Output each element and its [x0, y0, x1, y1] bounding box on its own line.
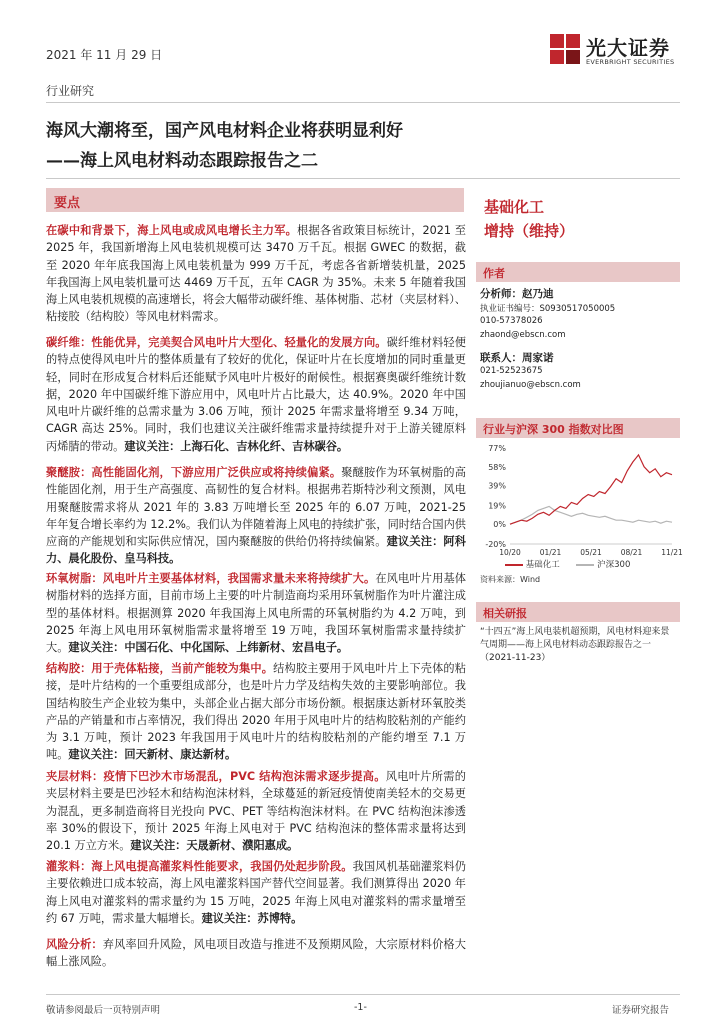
contact-name: 联系人：周家诺: [480, 352, 554, 364]
report-title: 海风大潮将至，国产风电材料企业将获明显利好: [46, 121, 403, 141]
author-header: [476, 262, 680, 282]
paragraph-structural-adhesive: [46, 660, 466, 764]
logo-text-en: EVERBRIGHT SECURITIES: [586, 58, 675, 66]
legend-swatch-index: [576, 564, 594, 566]
contact-email[interactable]: zhoujianuo@ebscn.com: [480, 380, 581, 390]
x-tick-label: 08/21: [620, 548, 643, 557]
paragraph-recommendation: 建议关注：阿科力、晨化股份、皇马科技。: [46, 535, 466, 566]
paragraph-risk: [46, 936, 466, 971]
footer-divider: [46, 994, 680, 995]
analyst-name: 分析师：赵乃迪: [480, 288, 554, 300]
legend-swatch-industry: [505, 564, 523, 566]
related-report-link[interactable]: “十四五”海上风电装机超预期，风电材料迎来景气周期——海上风电材料动态跟踪报告之一（2021-11-23）: [480, 627, 670, 663]
x-tick-label: 01/21: [539, 548, 562, 557]
paragraph-body: 弃风率回升风险，风电项目改造与推进不及预期风险，大宗原材料价格大幅上涨风险。: [46, 938, 466, 969]
footer-report-type: 证券研究报告: [612, 1005, 670, 1016]
report-category: 行业研究: [46, 84, 95, 98]
series-line-index: [510, 506, 672, 524]
legend-label-index: 沪深300: [597, 560, 631, 570]
paragraph-body: 结构胶主要用于风电叶片上下壳体的粘接，是叶片结构的一个重要组成部分，也是叶片力学及结构失效的主要影响部位。我国结构胶生产企业较为集中，头部企业占据大部分市场份额。根据康达新材环氧胶类产品的产销量和市占率情况，我们得出 2020 年用于风电叶片的结构胶粘剂的产能约为 3.1 万吨，预计 2023 年我国用于风电叶片的结构胶粘剂的产能约增至 7.1 万吨。: [46, 662, 466, 762]
y-tick-label: 19%: [488, 501, 506, 511]
rating: 增持（维持）: [484, 222, 575, 240]
related-header-label: 相关研报: [483, 607, 527, 620]
paragraph-recommendation: 建议关注：天晟新材、濮阳惠成。: [130, 839, 299, 853]
y-tick-label: 77%: [488, 444, 506, 453]
author-header-label: 作者: [483, 267, 505, 280]
y-tick-label: 39%: [488, 481, 506, 491]
paragraph-body: 聚醚胺作为环氧树脂的高性能固化剂，用于生产高强度、高韧性的复合材料。根据弗若斯特沙利文预测，风电用聚醚胺需求将从 2021 年的 3.83 万吨增长至 2025 年的 6.07 万吨，2021-25 年年复合增长率约为 12.2%。我们认为伴随着海上风电的持续扩张，同时结合国内供应商的产能规划和实际供应情况，国内聚醚胺的供给仍将持续偏紧。: [46, 466, 466, 549]
paragraph-highlight: 结构胶：用于壳体粘接，当前产能较为集中。: [46, 662, 274, 675]
series-line-industry: [510, 455, 672, 524]
y-tick-label: 0%: [493, 520, 506, 530]
paragraph-highlight: 环氧树脂：风电叶片主要基体材料，我国需求量未来将持续扩大。: [46, 572, 376, 585]
paragraph-highlight: 风险分析：: [46, 938, 103, 951]
chart-legend: [505, 558, 630, 570]
y-tick-label: 58%: [488, 462, 506, 472]
paragraph-body: 我国风机基础灌浆料仍主要依赖进口成本较高，海上风电灌浆料国产替代空间显著。我们测算得出 2020 年海上风电对灌浆料的需求量约为 15 万吨，2025 年海上风电对灌浆料的需求量增至约 67 万吨，需求量大幅增长。: [46, 860, 466, 925]
paragraph-highlight: 碳纤维：性能优异，完美契合风电叶片大型化、轻量化的发展方向。: [46, 336, 387, 349]
paragraph-recommendation: 建议关注：中国石化、中化国际、上纬新材、宏昌电子。: [68, 641, 349, 655]
page-number: -1-: [354, 1002, 367, 1013]
divider: [46, 102, 680, 103]
paragraph-highlight: 在碳中和背景下，海上风电或成风电增长主力军。: [46, 224, 298, 237]
paragraph-body: 风电叶片所需的夹层材料主要是巴沙轻木和结构泡沫材料，全球蔓延的新冠疫情使南美轻木的交易更为混乱，更多制造商将目光投向 PVC、PET 等结构泡沫材料。在 PVC 结构泡沫渗透率 30%的假设下，预计 2025 年海上风电对于 PVC 结构泡沫的整体需求量将达到 20.1 万立方米。: [46, 770, 466, 853]
divider: [46, 178, 680, 179]
footer-disclaimer: 敬请参阅最后一页特别声明: [46, 1005, 161, 1016]
paragraph-grout: [46, 858, 466, 927]
paragraph-highlight: 夹层材料：疫情下巴沙木市场混乱，PVC 结构泡沫需求逐步提高。: [46, 770, 386, 783]
paragraph-body: 碳纤维材料轻便的特点使得风电叶片的整体质量有了较好的优化，保证叶片在长度增加的同时重量更轻，同时在形成复合材料后还能赋予风电叶片极好的耐候性。根据赛奥碳纤维统计数据，2020 年中国碳纤维下游应用中，风电叶片占比最大，达 40.9%。2020 年中国风电叶片碳纤维的总需求量为 3.06 万吨，预计 2025 年需求量将增至 9.34 万吨，CAGR 高达 25%。同时，我们也建议关注碳纤维需求量持续提升对于上游关键原料丙烯腈的带动。: [46, 336, 466, 453]
certificate-number: 执业证书编号：S0930517050005: [480, 304, 616, 314]
x-tick-label: 11/21: [661, 548, 683, 557]
paragraph-highlight: 灌浆料：海上风电提高灌浆料性能要求，我国仍处起步阶段。: [46, 860, 353, 873]
company-logo: [548, 30, 688, 76]
logo-mark-icon: [548, 32, 582, 66]
paragraph-carbon-fiber: [46, 334, 466, 455]
report-subtitle: ——海上风电材料动态跟踪报告之二: [46, 151, 318, 171]
y-tick-label: -20%: [485, 540, 506, 549]
contact-phone: 021-52523675: [480, 366, 543, 376]
paragraph-body: 根据各省政策目标统计，2021 至 2025 年，我国新增海上风电装机规模可达 3470 万千瓦。根据 GWEC 的数据，截至 2020 年年底我国海上风电装机量为 999 万千瓦，考虑各省新增装机量，2025 年我国海上风电装机量可达 4469 万千瓦，五年 CAGR 为 35%。未来 5 年随着我国海上风电装机规模的高速增长，将会大幅带动碳纤维、基体树脂、芯材（夹层材料）、粘接胶（结构胶）等风电材料需求。: [46, 224, 466, 324]
logo-text-cn: 光大证券: [586, 36, 670, 60]
paragraph-core-material: [46, 768, 466, 854]
paragraph-recommendation: 建议关注：上海石化、吉林化纤、吉林碳谷。: [124, 439, 349, 453]
chart-header-label: 行业与沪深 300 指数对比图: [483, 423, 624, 436]
sector-name: 基础化工: [484, 198, 545, 216]
paragraph-polyetheramine: [46, 464, 466, 568]
key-points-header: [46, 188, 464, 212]
report-date: 2021 年 11 月 29 日: [46, 48, 163, 62]
analyst-phone: 010-57378026: [480, 316, 543, 326]
paragraph-background: [46, 222, 466, 326]
key-points-label: 要点: [54, 196, 81, 211]
paragraph-body: 在风电叶片用基体树脂材料的选择方面，目前市场上主要的叶片制造商均采用环氧树脂作为叶片灌注成型的基体材料。根据测算 2020 年我国海上风电所需的环氧树脂约为 4.2 万吨，到 2025 年海上风电用环氧树脂需求量将增至 19 万吨，我国环氧树脂需求量持续扩大。: [46, 572, 466, 655]
paragraph-epoxy: [46, 570, 466, 656]
paragraph-recommendation: 建议关注：回天新材、康达新材。: [68, 748, 237, 762]
analyst-email[interactable]: zhaond@ebscn.com: [480, 330, 566, 340]
legend-label-industry: 基础化工: [525, 560, 560, 570]
x-tick-label: 10/20: [499, 548, 521, 557]
chart-source: 资料来源：Wind: [480, 575, 541, 584]
x-tick-label: 05/21: [580, 548, 602, 557]
paragraph-recommendation: 建议关注：苏博特。: [201, 911, 303, 925]
paragraph-highlight: 聚醚胺：高性能固化剂，下游应用广泛供应或将持续偏紧。: [46, 466, 342, 479]
